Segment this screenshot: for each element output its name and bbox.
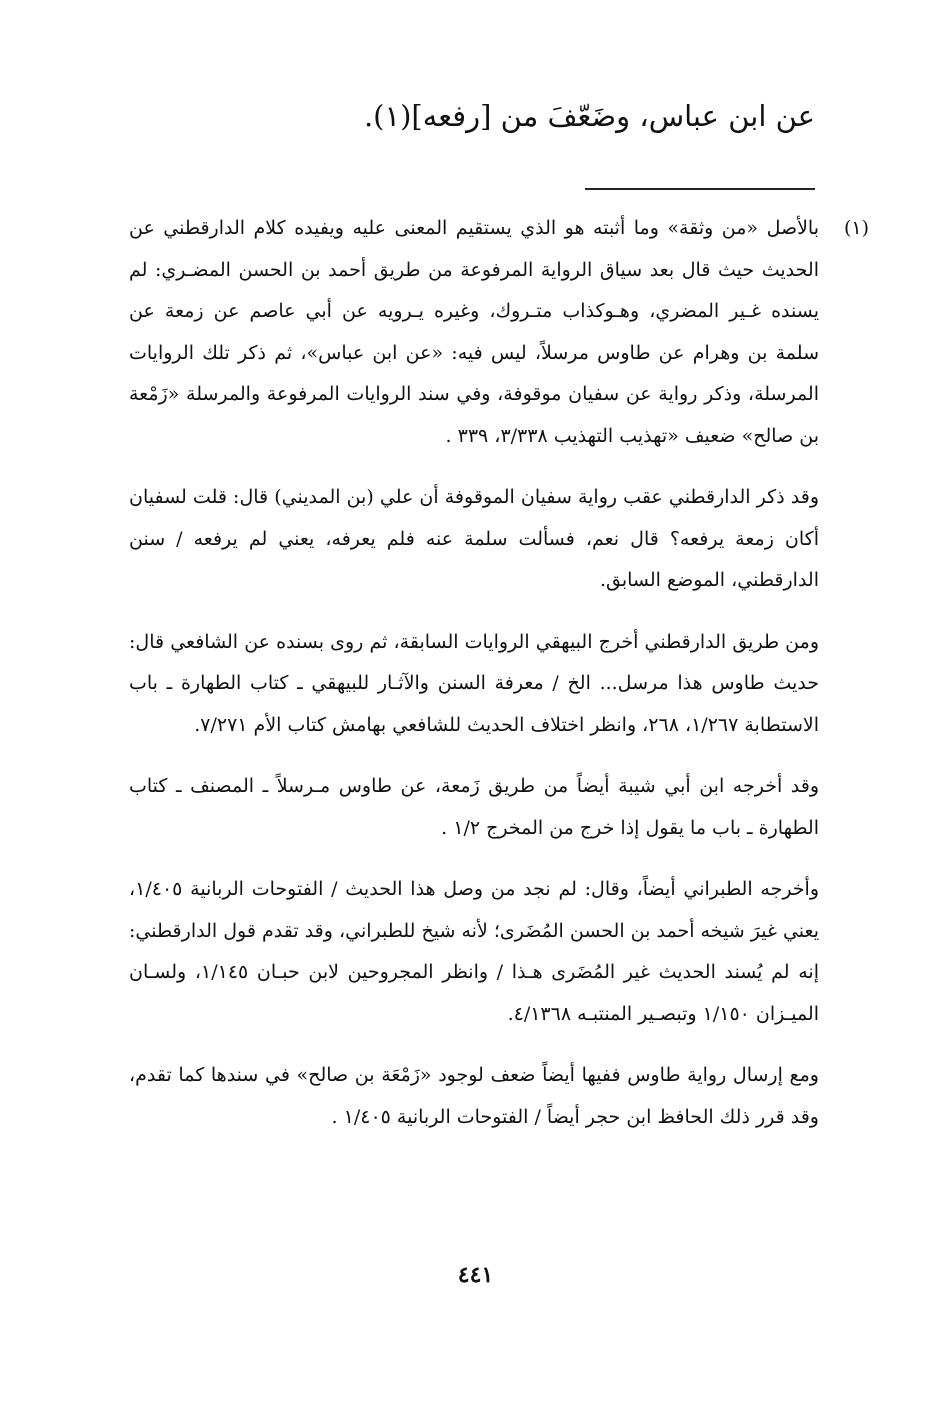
footnote-paragraph-5: وأخرجه الطبراني أيضاً، وقال: لم نجد من وصل هذا الحديث / الفتوحات الربانية ١/٤٠٥، يعني غيرَ شيخه أحمد بن الحسن المُضَرى؛ لأنه شيخ للطبراني، وقد تقدم قول الدارقطني: إنه لم يُسند الحديث غير المُضَرى هـذا / وانظر المجروحين لابن حبـان ١/١٤٥، ولسـان الميـزان ١/١٥٠ وتبصـير المنتبـه ٤/١٣٦٨. (129, 878, 819, 1025)
footnote-paragraph-2: وقد ذكر الدارقطني عقب رواية سفيان الموقوفة أن علي (بن المديني) قال: قلت لسفيان أكان زمعة يرفعه؟ قال نعم، فسألت سلمة عنه فلم يعرفه، يعني لم يرفعه / سنن الدارقطني، الموضع السابق. (129, 486, 819, 591)
footnote-divider (585, 188, 815, 190)
main-text-line: عن ابن عباس، وضَعّفَ من [رفعه](١). (363, 99, 815, 133)
footnote-paragraph-6: ومع إرسال رواية طاوس ففيها أيضاً ضعف لوجود «زَمْعَة بن صالح» في سندها كما تقدم، وقد قرر ذلك الحافظ ابن حجر أيضاً / الفتوحات الربانية ١/٤٠٥ . (129, 1064, 819, 1128)
footnote-text-1: بالأصل «من وثقة» وما أثبته هو الذي يستقيم المعنى عليه ويفيده كلام الدارقطني عن الحديث حيث قال بعد سياق الرواية المرفوعة من طريق أحمد بن الحسن المضـري: لم يسنده غـير المضري، وهـوكذاب متـروك، وغيره يـرويه عن أبي عاصم عن زمعة عن سلمة بن وهرام عن طاوس مرسلاً، ليس فيه: «عن ابن عباس»، ثم ذكر تلك الروايات المرسلة، وذكر رواية عن سفيان موقوفة، وفي سند الروايات المرفوعة والمرسلة «زَمْعة بن صالح» ضعيف «تهذيب التهذيب ٣/٣٣٨، ٣٣٩ . (129, 217, 819, 447)
footnote-paragraph-4: وقد أخرجه ابن أبي شيبة أيضاً من طريق زَمعة، عن طاوس مـرسلاً ـ المصنف ـ كتاب الطهارة ـ باب ما يقول إذا خرج من المخرج ١/٢ . (129, 775, 819, 839)
footnote-paragraph-1 (129, 208, 869, 457)
footnote-paragraph-3: ومن طريق الدارقطني أخرج البيهقي الروايات السابقة، ثم روى بسنده عن الشافعي قال: حديث طاوس هذا مرسل... الخ / معرفة السنن والآثـار للبيهقي ـ كتاب الطهارة ـ باب الاستطابة ١/٢٦٧، ٢٦٨، وانظر اختلاف الحديث للشافعي بهامش كتاب الأم ٧/٢٧١. (129, 630, 819, 736)
footnote-marker: (١) (843, 217, 869, 239)
page-number: ٤٤١ (457, 1262, 494, 1288)
footnotes-section (129, 208, 869, 1158)
